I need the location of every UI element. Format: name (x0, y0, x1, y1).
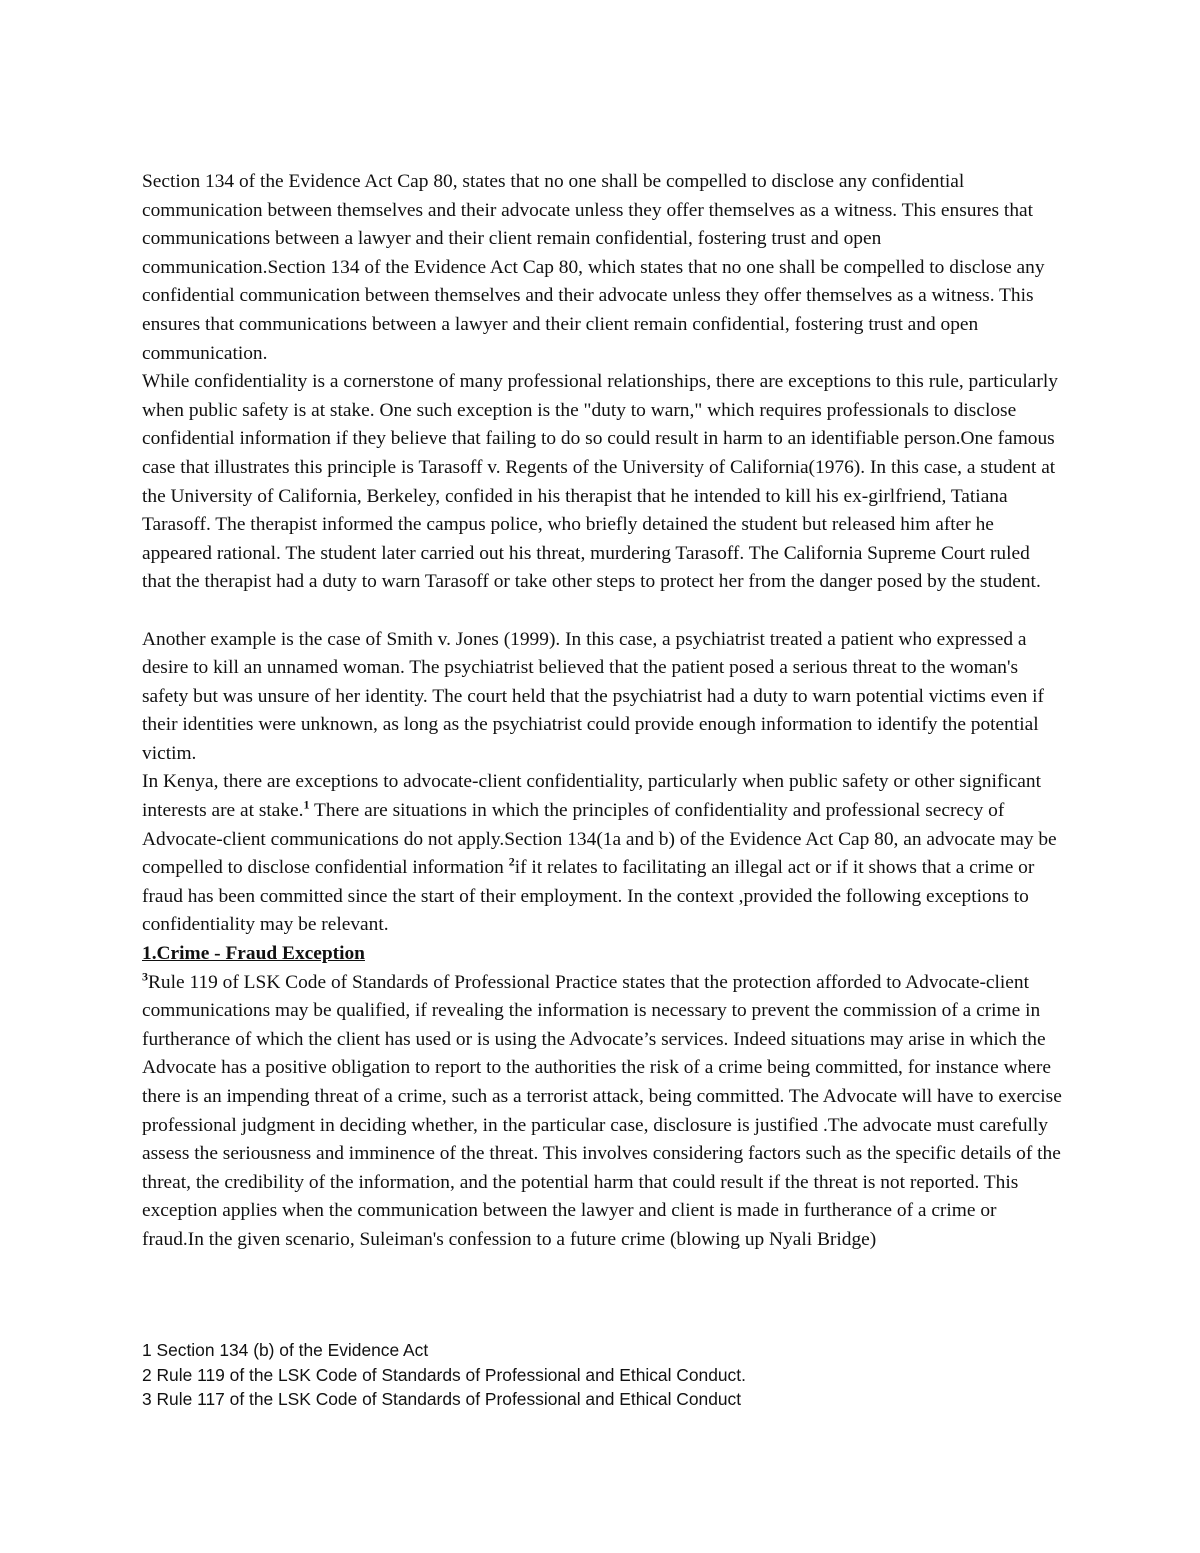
footnotes (142, 1338, 1062, 1412)
footnote-2: 2 Rule 119 of the LSK Code of Standards of Professional and Ethical Conduct. (142, 1364, 746, 1385)
footnote-ref-3: 3 (142, 969, 148, 984)
footnote-ref-2: 2 (508, 854, 515, 869)
kenya-text-part-1: In Kenya, there are exceptions to advocate-client confidentiality, particularly when public safety or other significant interests are at stake. (142, 771, 1041, 822)
paragraph-gap (142, 597, 1062, 626)
section-heading-crime-fraud: 1.Crime - Fraud Exception (142, 943, 365, 965)
paragraph-smith-v-jones: Another example is the case of Smith v. Jones (1999). In this case, a psychiatrist treated a patient who expressed a desire to kill an unnamed woman. The psychiatrist believed that the patient posed a serious threat to the woman's safety but was unsure of her identity. The court held that the psychiatrist had a duty to warn potential victims even if their identities were unknown, as long as the psychiatrist could provide enough information to identify the potential victim. (142, 628, 1044, 764)
paragraph-section-134: Section 134 of the Evidence Act Cap 80, states that no one shall be compelled to disclose any confidential communication between themselves and their advocate unless they offer themselves as a witness. This ensures that communications between a lawyer and their client remain confidential, fostering trust and open communication.Section 134 of the Evidence Act Cap 80, which states that no one shall be compelled to disclose any confidential communication between themselves and their advocate unless they offer themselves as a witness. This ensures that communications between a lawyer and their client remain confidential, fostering trust and open communication. (142, 171, 1045, 364)
paragraph-duty-to-warn: While confidentiality is a cornerstone of many professional relationships, there are exceptions to this rule, particularly when public safety is at stake. One such exception is the "duty to warn," which requires professionals to disclose confidential information if they believe that failing to do so could result in harm to an identifiable person.One famous case that illustrates this principle is Tarasoff v. Regents of the University of California(1976). In this case, a student at the University of California, Berkeley, confided in his therapist that he intended to kill his ex-girlfriend, Tatiana Tarasoff. The therapist informed the campus police, who briefly detained the student but released him after he appeared rational. The student later carried out his threat, murdering Tarasoff. The California Supreme Court ruled that the therapist had a duty to warn Tarasoff or take other steps to protect her from the danger posed by the student. (142, 371, 1058, 593)
rule-119-text: Rule 119 of LSK Code of Standards of Professional Practice states that the protection afforded to Advocate-client communications may be qualified, if revealing the information is necessary to prevent the commission of a crime in furtherance of which the client has used or is using the Advocate’s services. Indeed situations may arise in which the Advocate has a positive obligation to report to the authorities the risk of a crime being committed, for instance where there is an impending threat of a crime, such as a terrorist attack, being committed. The Advocate will have to exercise professional judgment in deciding whether, in the particular case, disclosure is justified .The advocate must carefully assess the seriousness and imminence of the threat. This involves considering factors such as the specific details of the threat, the credibility of the information, and the potential harm that could result if the threat is not reported. This exception applies when the communication between the lawyer and client is made in furtherance of a crime or fraud.In the given scenario, Suleiman's confession to a future crime (blowing up Nyali Bridge) (142, 971, 1062, 1250)
body-text (142, 168, 1062, 1255)
footnote-3: 3 Rule 117 of the LSK Code of Standards of Professional and Ethical Conduct (142, 1389, 742, 1410)
paragraph-kenya-exceptions (142, 768, 1062, 940)
footnote-ref-1: 1 (303, 797, 310, 812)
footnote-1: 1 Section 134 (b) of the Evidence Act (142, 1340, 429, 1360)
kenya-text-part-2: There are situations in which the principles of confidentiality and professional secrecy of Advocate-client communications do not apply.Section 134(1a and b) of the Evidence Act Cap 80, an advocate may be compelled to disclose confidential information (142, 800, 1057, 879)
paragraph-rule-119 (142, 969, 1062, 1255)
kenya-text-part-3: if it relates to facilitating an illegal act or if it shows that a crime or fraud has been committed since the start of their employment. In the context ,provided the following exceptions to confidentiality may be relevant. (142, 857, 1035, 936)
